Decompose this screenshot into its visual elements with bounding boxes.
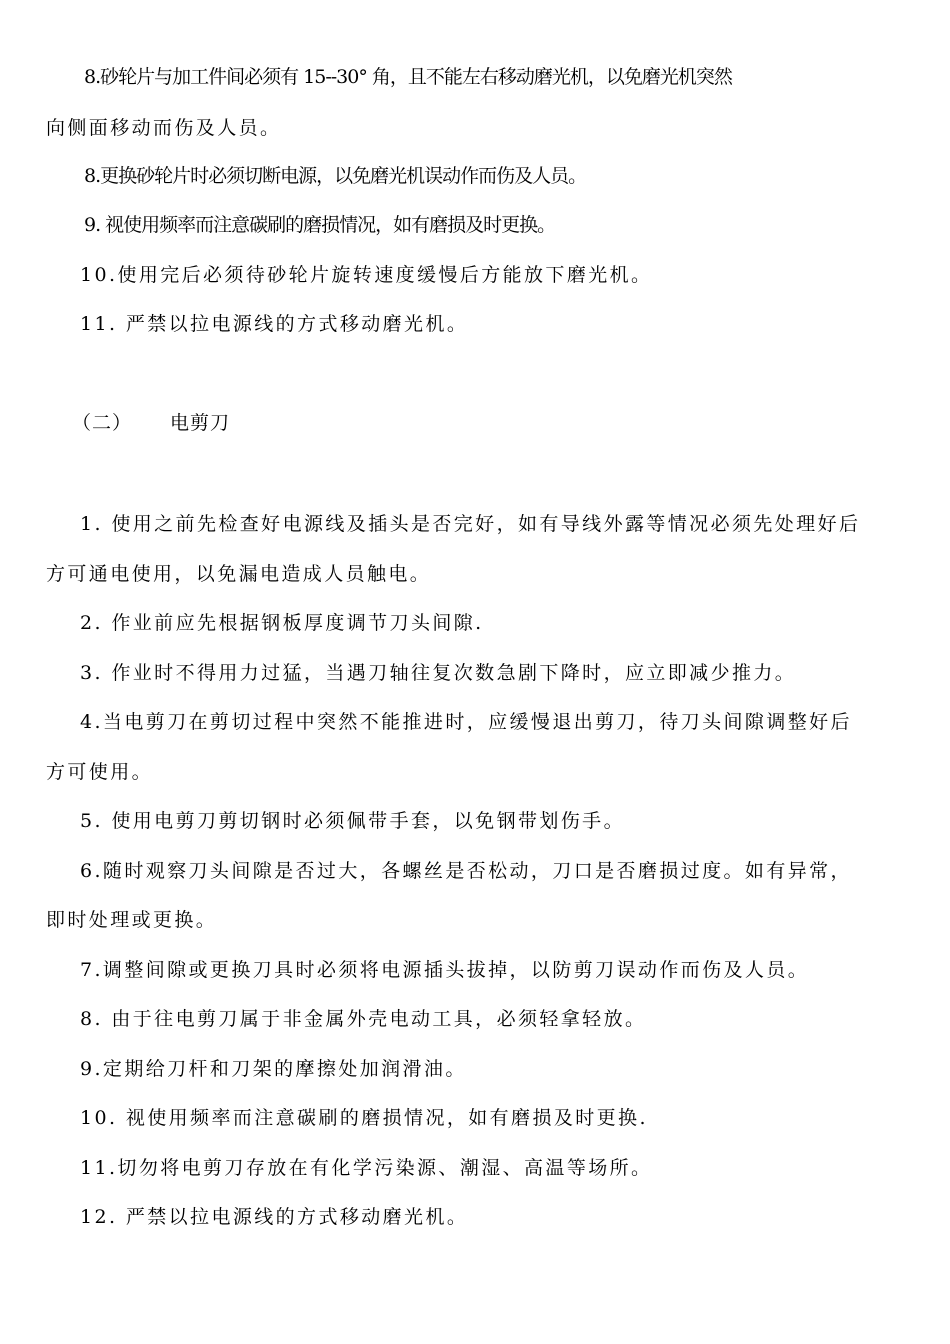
- paragraph-line: 10. 视使用频率而注意碳刷的磨损情况，如有磨损及时更换.: [80, 1107, 648, 1129]
- paragraph-line: 即时处理或更换。: [46, 909, 218, 931]
- section-number: （二）: [72, 412, 133, 434]
- paragraph-line: 9. 视使用频率而注意碳刷的磨损情况，如有磨损及时更换。: [84, 214, 556, 236]
- paragraph-line: 方可使用。: [46, 761, 154, 783]
- paragraph-line: 4.当电剪刀在剪切过程中突然不能推进时，应缓慢退出剪刀，待刀头间隙调整好后: [80, 711, 852, 733]
- paragraph-line: 7.调整间隙或更换刀具时必须将电源插头拔掉，以防剪刀误动作而伤及人员。: [80, 959, 810, 981]
- paragraph-line: 10.使用完后必须待砂轮片旋转速度缓慢后方能放下磨光机。: [80, 264, 653, 286]
- paragraph-line: 向侧面移动而伤及人员。: [46, 117, 282, 139]
- section-title: 电剪刀: [170, 412, 231, 434]
- paragraph-line: 3. 作业时不得用力过猛，当遇刀轴往复次数急剧下降时，应立即减少推力。: [80, 662, 797, 684]
- paragraph-line: 9.定期给刀杆和刀架的摩擦处加润滑油。: [80, 1058, 467, 1080]
- paragraph-line: 11. 严禁以拉电源线的方式移动磨光机。: [80, 313, 469, 335]
- paragraph-line: 2. 作业前应先根据钢板厚度调节刀头间隙.: [80, 612, 484, 634]
- paragraph-line: 8.更换砂轮片时必须切断电源，以免磨光机误动作而伤及人员。: [84, 165, 587, 187]
- paragraph-line: 8.砂轮片与加工件间必须有 15--30° 角，且不能左右移动磨光机，以免磨光机突然: [84, 66, 732, 88]
- paragraph-line: 方可通电使用，以免漏电造成人员触电。: [46, 563, 432, 585]
- paragraph-line: 6.随时观察刀头间隙是否过大，各螺丝是否松动，刀口是否磨损过度。如有异常，: [80, 860, 852, 882]
- paragraph-line: 8. 由于往电剪刀属于非金属外壳电动工具，必须轻拿轻放。: [80, 1008, 647, 1030]
- paragraph-line: 1. 使用之前先检查好电源线及插头是否完好，如有导线外露等情况必须先处理好后: [80, 513, 861, 535]
- section-heading: [72, 410, 230, 436]
- paragraph-line: 11.切勿将电剪刀存放在有化学污染源、潮湿、高温等场所。: [80, 1157, 653, 1179]
- paragraph-line: 5. 使用电剪刀剪切钢时必须佩带手套，以免钢带划伤手。: [80, 810, 625, 832]
- paragraph-line: 12. 严禁以拉电源线的方式移动磨光机。: [80, 1206, 469, 1228]
